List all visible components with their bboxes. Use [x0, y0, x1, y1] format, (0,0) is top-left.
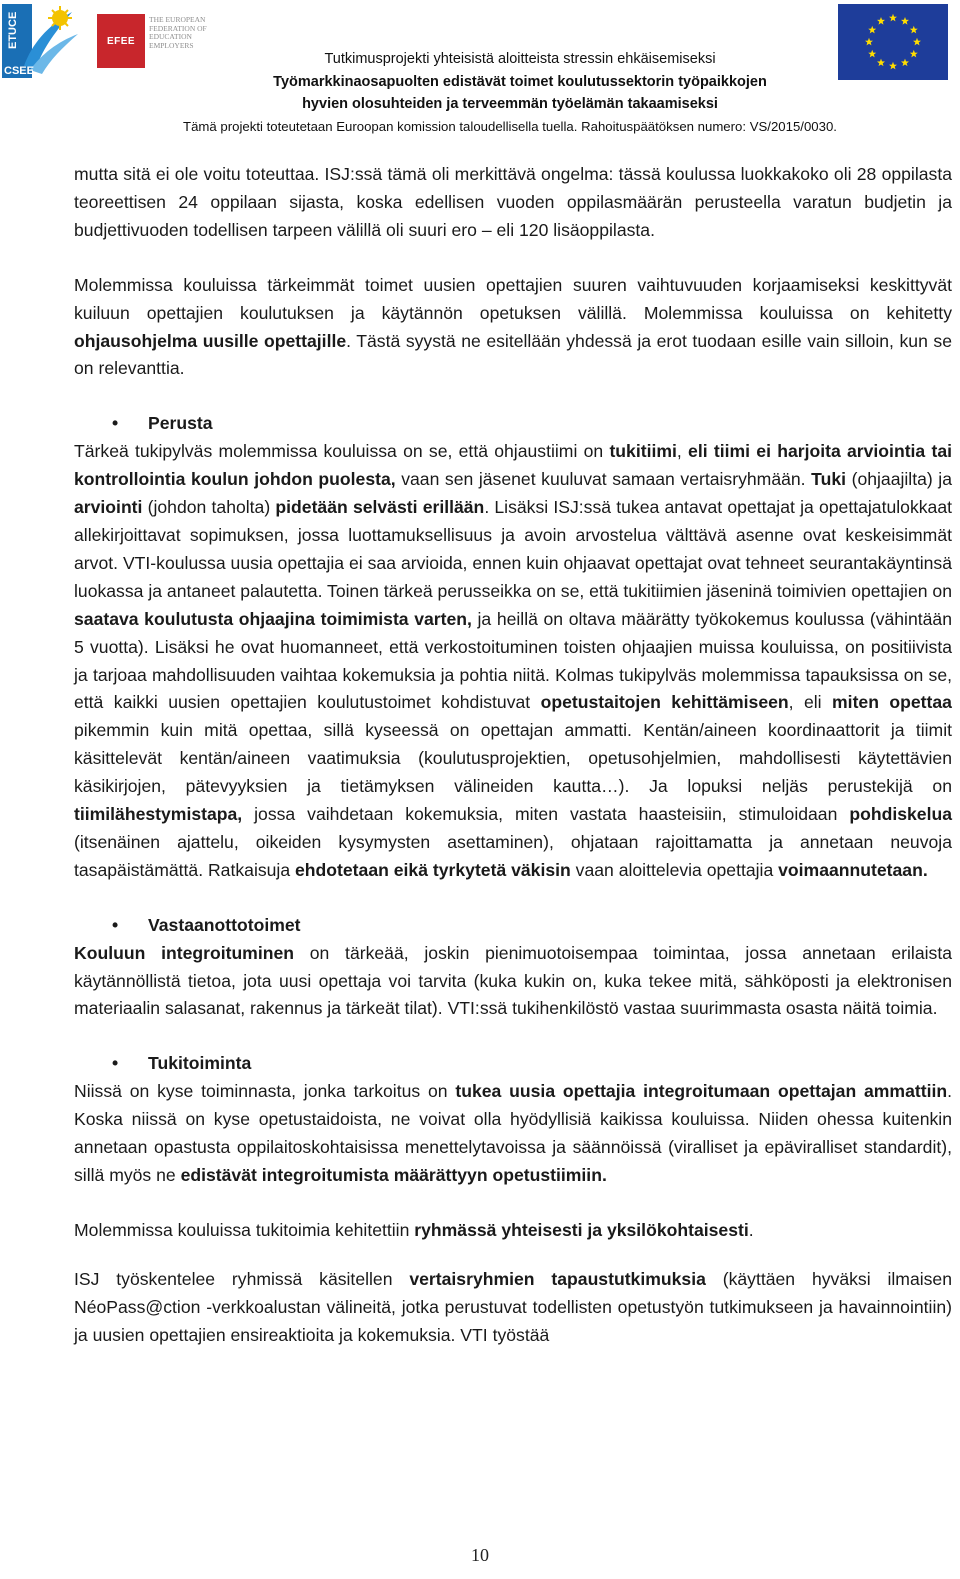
text-span: Tärkeä tukipylväs molemmissa kouluissa on se, että ohjaustiimi on — [74, 441, 610, 462]
bold-span: tukea uusia opettajia integroitumaan opettajan ammattiin — [455, 1081, 948, 1102]
text-span: . Koska niissä on kyse opetustaidoista, ne voivat olla hyödyllisiä kaikissa kouluissa. Niiden ohessa kuitenkin annetaan opastusta oppilaitoskohtaisissa menettelytavoissa ja säännöissä (viralliset ja epäviralliset standardit), sillä myös ne — [74, 1081, 952, 1185]
text-span: (itsenäinen ajattelu, oikeiden kysymysten asettaminen), ohjataan rajoittamatta ja annetaan neuvoja tasapäistämättä. Ratkaisuja — [74, 831, 952, 880]
text-span: Molemmissa kouluissa tärkeimmät toimet uusien opettajien suuren vaihtuvuuden korjaamiseksi keskittyvät kuiluun opettajien koulutuksen ja käytännön opetuksen välillä. Molemmissa kouluissa on kehitetty — [74, 274, 952, 323]
page-number: 10 — [471, 1545, 489, 1565]
text-span: vaan aloittelevia opettajia — [570, 859, 779, 880]
section-heading-label: Tukitoiminta — [148, 1053, 252, 1074]
bold-span: voimaannutetaan. — [778, 859, 928, 880]
text-span: ja heillä on oltava määrätty työkokemus koulussa (vähintään 5 vuotta). Lisäksi he ovat huomanneet, että verkostoituminen toisten ohjaajien muissa kouluissa, on positiivista ja tarjoaa mahdollisuuden vaihtaa kokemuksia ja pohtia niitä. Kolmas tukipylväs molemmissa tapauksissa on se, että kaikki uusien opettajien koulutustoimet kohdistuvat — [74, 608, 952, 713]
bold-span: Kouluun integroituminen — [74, 942, 294, 963]
text-span: . — [748, 1219, 754, 1240]
text-span: on tärkeää, joskin pienimuotoisempaa toimintaa, jossa annetaan erilaista käytännöllistä tietoa, jota uusi opettaja voi tarvita (kuka kukin on, kuka tekee mitä, sähköposti ja elektronisen materiaalin salasanat, rakennus ja tärkeät tilat). VTI:ssä tukihenkilöstö vastaa suurimmasta osasta näitä toimia. — [74, 942, 952, 1019]
text-span: . Tästä syystä ne esitellään yhdessä ja erot tuodaan esille vain silloin, kun se on relevanttia. — [74, 330, 952, 379]
text-span: vaan sen jäsenet kuuluvat samaan vertaisryhmään. — [395, 469, 812, 490]
section-heading-label: Perusta — [148, 413, 213, 434]
paragraph-tukitoiminta — [74, 1078, 952, 1190]
project-title-line-3: hyvien olosuhteiden ja terveemmän työelämän takaamiseksi — [302, 96, 718, 112]
section-heading-vastaanottotoimet — [74, 912, 952, 940]
efee-logo-name: THE EUROPEAN FEDERATION OF EDUCATION EMPLOYERS — [149, 15, 207, 50]
bold-span: ryhmässä yhteisesti ja yksilökohtaisesti — [414, 1219, 749, 1240]
project-title-line-1: Tutkimusprojekti yhteisistä aloitteista stressin ehkäisemiseksi — [324, 51, 716, 67]
page-header — [0, 0, 960, 140]
paragraph-group-support — [74, 1217, 952, 1245]
project-header-text — [0, 48, 960, 138]
bold-span: ohjausohjelma uusille opettajille — [74, 330, 347, 351]
section-heading-label: Vastaanottotoimet — [148, 914, 301, 935]
bold-span: eli tiimi ei harjoita arviointia tai kontrollointia koulun johdon puolesta, — [74, 441, 953, 490]
bold-span: opetustaitojen kehittämiseen — [540, 692, 789, 713]
paragraph-isj-groups — [74, 1266, 952, 1350]
funding-statement: Tämä projekti toteutetaan Euroopan komission taloudellisella tuella. Rahoituspäätöksen numero: VS/2015/0030. — [183, 118, 837, 134]
bold-span: vertaisryhmien tapaustutkimuksia — [409, 1268, 706, 1289]
text-span: Molemmissa kouluissa tukitoimia kehitettiin — [74, 1219, 415, 1240]
paragraph-class-size: mutta sitä ei ole voitu toteuttaa. ISJ:ssä tämä oli merkittävä ongelma: tässä koulussa luokkakoko oli 28 oppilasta teoreettisen 24 oppilaan sijasta, koska edellisen vuoden oppilasmäärän perusteella varatun budjetin ja budjettivuoden todellisen tarpeen välillä oli suuri ero – eli 120 lisäoppilasta. — [74, 164, 952, 240]
efee-logo-abbr: EFEE — [97, 14, 145, 68]
text-span: (ohjaajilta) ja — [846, 469, 953, 490]
text-span: (käyttäen hyväksi ilmaisen NéoPass@ction -verkkoalustan välineitä, jotka perustuvat todellisten opetustyön tutkimukseen ja havainnointiin) ja uusien opettajien ensireaktioita ja kokemuksia. VTI työstää — [74, 1268, 953, 1345]
document-body — [74, 161, 952, 1350]
text-span: pikemmin kuin mitä opettaa, sillä kyseessä on opettajan ammatti. Kentän/aineen koordinaattorit ja tiimit käsittelevät kentän/aineen vaatimuksia (koulutusprojektien, opetusohjelmien, mahdollisesti käytettävien käsikirjojen, pätevyyksien ja tietämyksen välineiden kautta…). Ja lopuksi neljäs perustekijä on — [74, 720, 952, 797]
text-span: jossa vaihdetaan kokemuksia, miten vastata haasteisiin, stimuloidaan — [242, 804, 850, 825]
paragraph-vastaanottotoimet — [74, 940, 952, 1024]
text-span: . Lisäksi ISJ:ssä tukea antavat opettajat ja opettajatulokkaat allekirjoittavat sopimuksen, jossa luottamuksellisuus ja avoin arvostelua välttävä asenne ovat keskeisimmät arvot. VTI-koulussa uusia opettajia ei saa arvioida, ennen kuin ohjaavat opettajat ovat tehneet seurantakäyntinsä luokassa ja antaneet palautetta. Toinen tärkeä perusseikka on se, että tukitiimien jäseninä toimivien opettajien on — [74, 497, 952, 601]
bold-span: tiimilähestymistapa, — [74, 804, 243, 825]
section-heading-tukitoiminta — [74, 1050, 952, 1078]
bold-span: Tuki — [811, 469, 847, 490]
text-span: , eli — [788, 692, 833, 713]
bullet-icon: • — [112, 413, 119, 434]
bold-span: edistävät integroitumista määrättyyn opetustiimiin. — [180, 1165, 607, 1185]
bullet-icon: • — [112, 914, 119, 935]
paragraph-main-actions — [74, 272, 952, 384]
paragraph-perusta — [74, 438, 952, 885]
bold-span: tukitiimi — [609, 441, 677, 462]
etuce-logo-text: ETUCE — [7, 11, 19, 49]
bold-span: pohdiskelua — [849, 804, 952, 825]
bullet-icon: • — [112, 1053, 119, 1074]
bold-span: ehdotetaan eikä tyrkytetä väkisin — [295, 859, 571, 880]
section-heading-perusta — [74, 410, 952, 438]
bold-span: arviointi — [74, 497, 143, 518]
text-span: Niissä on kyse toiminnasta, jonka tarkoitus on — [74, 1081, 456, 1102]
text-span: ISJ työskentelee ryhmissä käsitellen — [74, 1268, 410, 1289]
csee-logo-text: CSEE — [4, 65, 34, 77]
text-span: (johdon taholta) — [142, 497, 276, 518]
bold-span: saatava koulutusta ohjaajina toimimista varten, — [74, 608, 472, 629]
text-span: , — [676, 441, 689, 462]
bold-span: miten opettaa — [832, 692, 952, 713]
project-title-line-2: Työmarkkinaosapuolten edistävät toimet koulutussektorin työpaikkojen — [273, 73, 767, 90]
bold-span: pidetään selvästi erillään — [275, 497, 485, 518]
